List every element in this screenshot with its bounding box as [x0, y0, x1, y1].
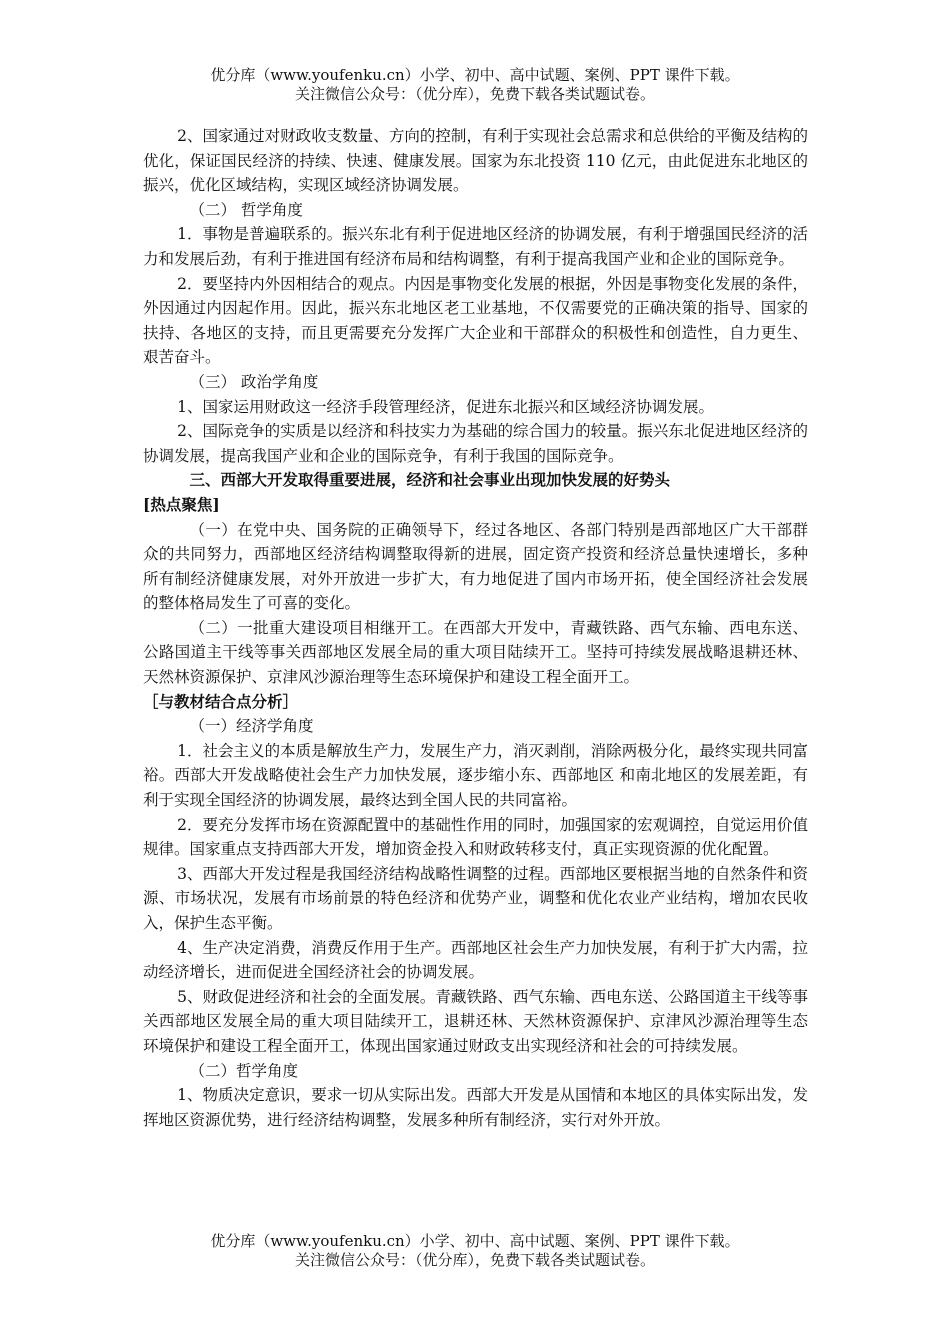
paragraph: 1．事物是普遍联系的。振兴东北有利于促进地区经济的协调发展，有利于增强国民经济的活力和发展后劲，有利于推进国有经济布局和结构调整，有利于提高我国产业和企业的国际竞争。 — [143, 225, 808, 268]
subheading: （三） 政治学角度 — [189, 372, 319, 391]
footer-line-2: 关注微信公众号：（优分库），免费下载各类试题试卷。 — [294, 1251, 655, 1269]
paragraph: 2．要坚持内外因相结合的观点。内因是事物变化发展的根据，外因是事物变化发展的条件，外因通过内因起作用。因此，振兴东北地区老工业基地，不仅需要党的正确决策的指导、国家的扶持、各地区的支持，而且更需要充分发挥广大企业和干部群众的积极性和创造性，自力更生、艰苦奋斗。 — [143, 274, 808, 367]
subheading: （一）经济学角度 — [189, 717, 314, 736]
paragraph: 4、生产决定消费，消费反作用于生产。西部地区社会生产力加快发展，有利于扩大内需，拉动经济增长，进而促进全国经济社会的协调发展。 — [143, 938, 808, 982]
footer-line-1: 优分库（www.youfenku.cn）小学、初中、高中试题、案例、PPT 课件下载。 — [210, 1232, 740, 1250]
section-label-analysis: ［与教材结合点分析］ — [143, 691, 299, 711]
page-header — [0, 66, 950, 104]
paragraph: （二）一批重大建设项目相继开工。在西部大开发中，青藏铁路、西气东输、西电东送、公路国道主干线等事关西部地区发展全局的重大项目陆续开工。坚持可持续发展战略退耕还林、天然林资源保护、京津风沙源治理等生态环境保护和建设工程全面开工。 — [143, 618, 808, 687]
paragraph: 3、西部大开发过程是我国经济结构战略性调整的过程。西部地区要根据当地的自然条件和资源、市场状况，发展有市场前景的特色经济和优势产业，调整和优化农业产业结构，增加农民收入，保护生态平衡。 — [143, 864, 808, 932]
header-line-2: 关注微信公众号：（优分库），免费下载各类试题试卷。 — [294, 85, 655, 103]
paragraph: 2、国家通过对财政收支数量、方向的控制，有利于实现社会总需求和总供给的平衡及结构的优化，保证国民经济的持续、快速、健康发展。国家为东北投资 110 亿元，由此促进东北地区的振兴，优化区域结构，实现区域经济协调发展。 — [143, 127, 808, 195]
paragraph: 1、国家运用财政这一经济手段管理经济，促进东北振兴和区域经济协调发展。 — [177, 397, 714, 416]
subheading: （二） 哲学角度 — [189, 200, 303, 219]
page-footer — [0, 1232, 950, 1270]
paragraph: 2．要充分发挥市场在资源配置中的基础性作用的同时，加强国家的宏观调控，自觉运用价值规律。国家重点支持西部大开发，增加资金投入和财政转移支付，真正实现资源的优化配置。 — [143, 815, 808, 859]
section-label-hotspot: [热点聚焦] — [143, 494, 220, 514]
paragraph: 1．社会主义的本质是解放生产力，发展生产力，消灭剥削，消除两极分化，最终实现共同富裕。西部大开发战略使社会生产力加快发展，逐步缩小东、西部地区 和南北地区的发展差距，有利于实现全国经济的协调发展，最终达到全国人民的共同富裕。 — [143, 741, 808, 810]
section-heading: 三、西部大开发取得重要进展，经济和社会事业出现加快发展的好势头 — [189, 470, 671, 490]
document-body — [143, 124, 808, 1132]
header-line-1: 优分库（www.youfenku.cn）小学、初中、高中试题、案例、PPT 课件下载。 — [210, 66, 740, 84]
paragraph: 2、国际竞争的实质是以经济和科技实力为基础的综合国力的较量。振兴东北促进地区经济的协调发展，提高我国产业和企业的国际竞争，有利于我国的国际竞争。 — [143, 422, 808, 465]
paragraph: 1、物质决定意识，要求一切从实际出发。西部大开发是从国情和本地区的具体实际出发，发挥地区资源优势，进行经济结构调整，发展多种所有制经济，实行对外开放。 — [143, 1086, 808, 1129]
paragraph: （一）在党中央、国务院的正确领导下，经过各地区、各部门特别是西部地区广大干部群众的共同努力，西部地区经济结构调整取得新的进展，固定资产投资和经济总量快速增长，多种所有制经济健康发展，对外开放进一步扩大，有力地促进了国内市场开拓，使全国经济社会发展的整体格局发生了可喜的变化。 — [143, 520, 808, 613]
paragraph: 5、财政促进经济和社会的全面发展。青藏铁路、西气东输、西电东送、公路国道主干线等事关西部地区发展全局的重大项目陆续开工，退耕还林、天然林资源保护、京津风沙源治理等生态环境保护和建设工程全面开工，体现出国家通过财政支出实现经济和社会的可持续发展。 — [143, 987, 808, 1055]
subheading: （二）哲学角度 — [189, 1061, 299, 1080]
